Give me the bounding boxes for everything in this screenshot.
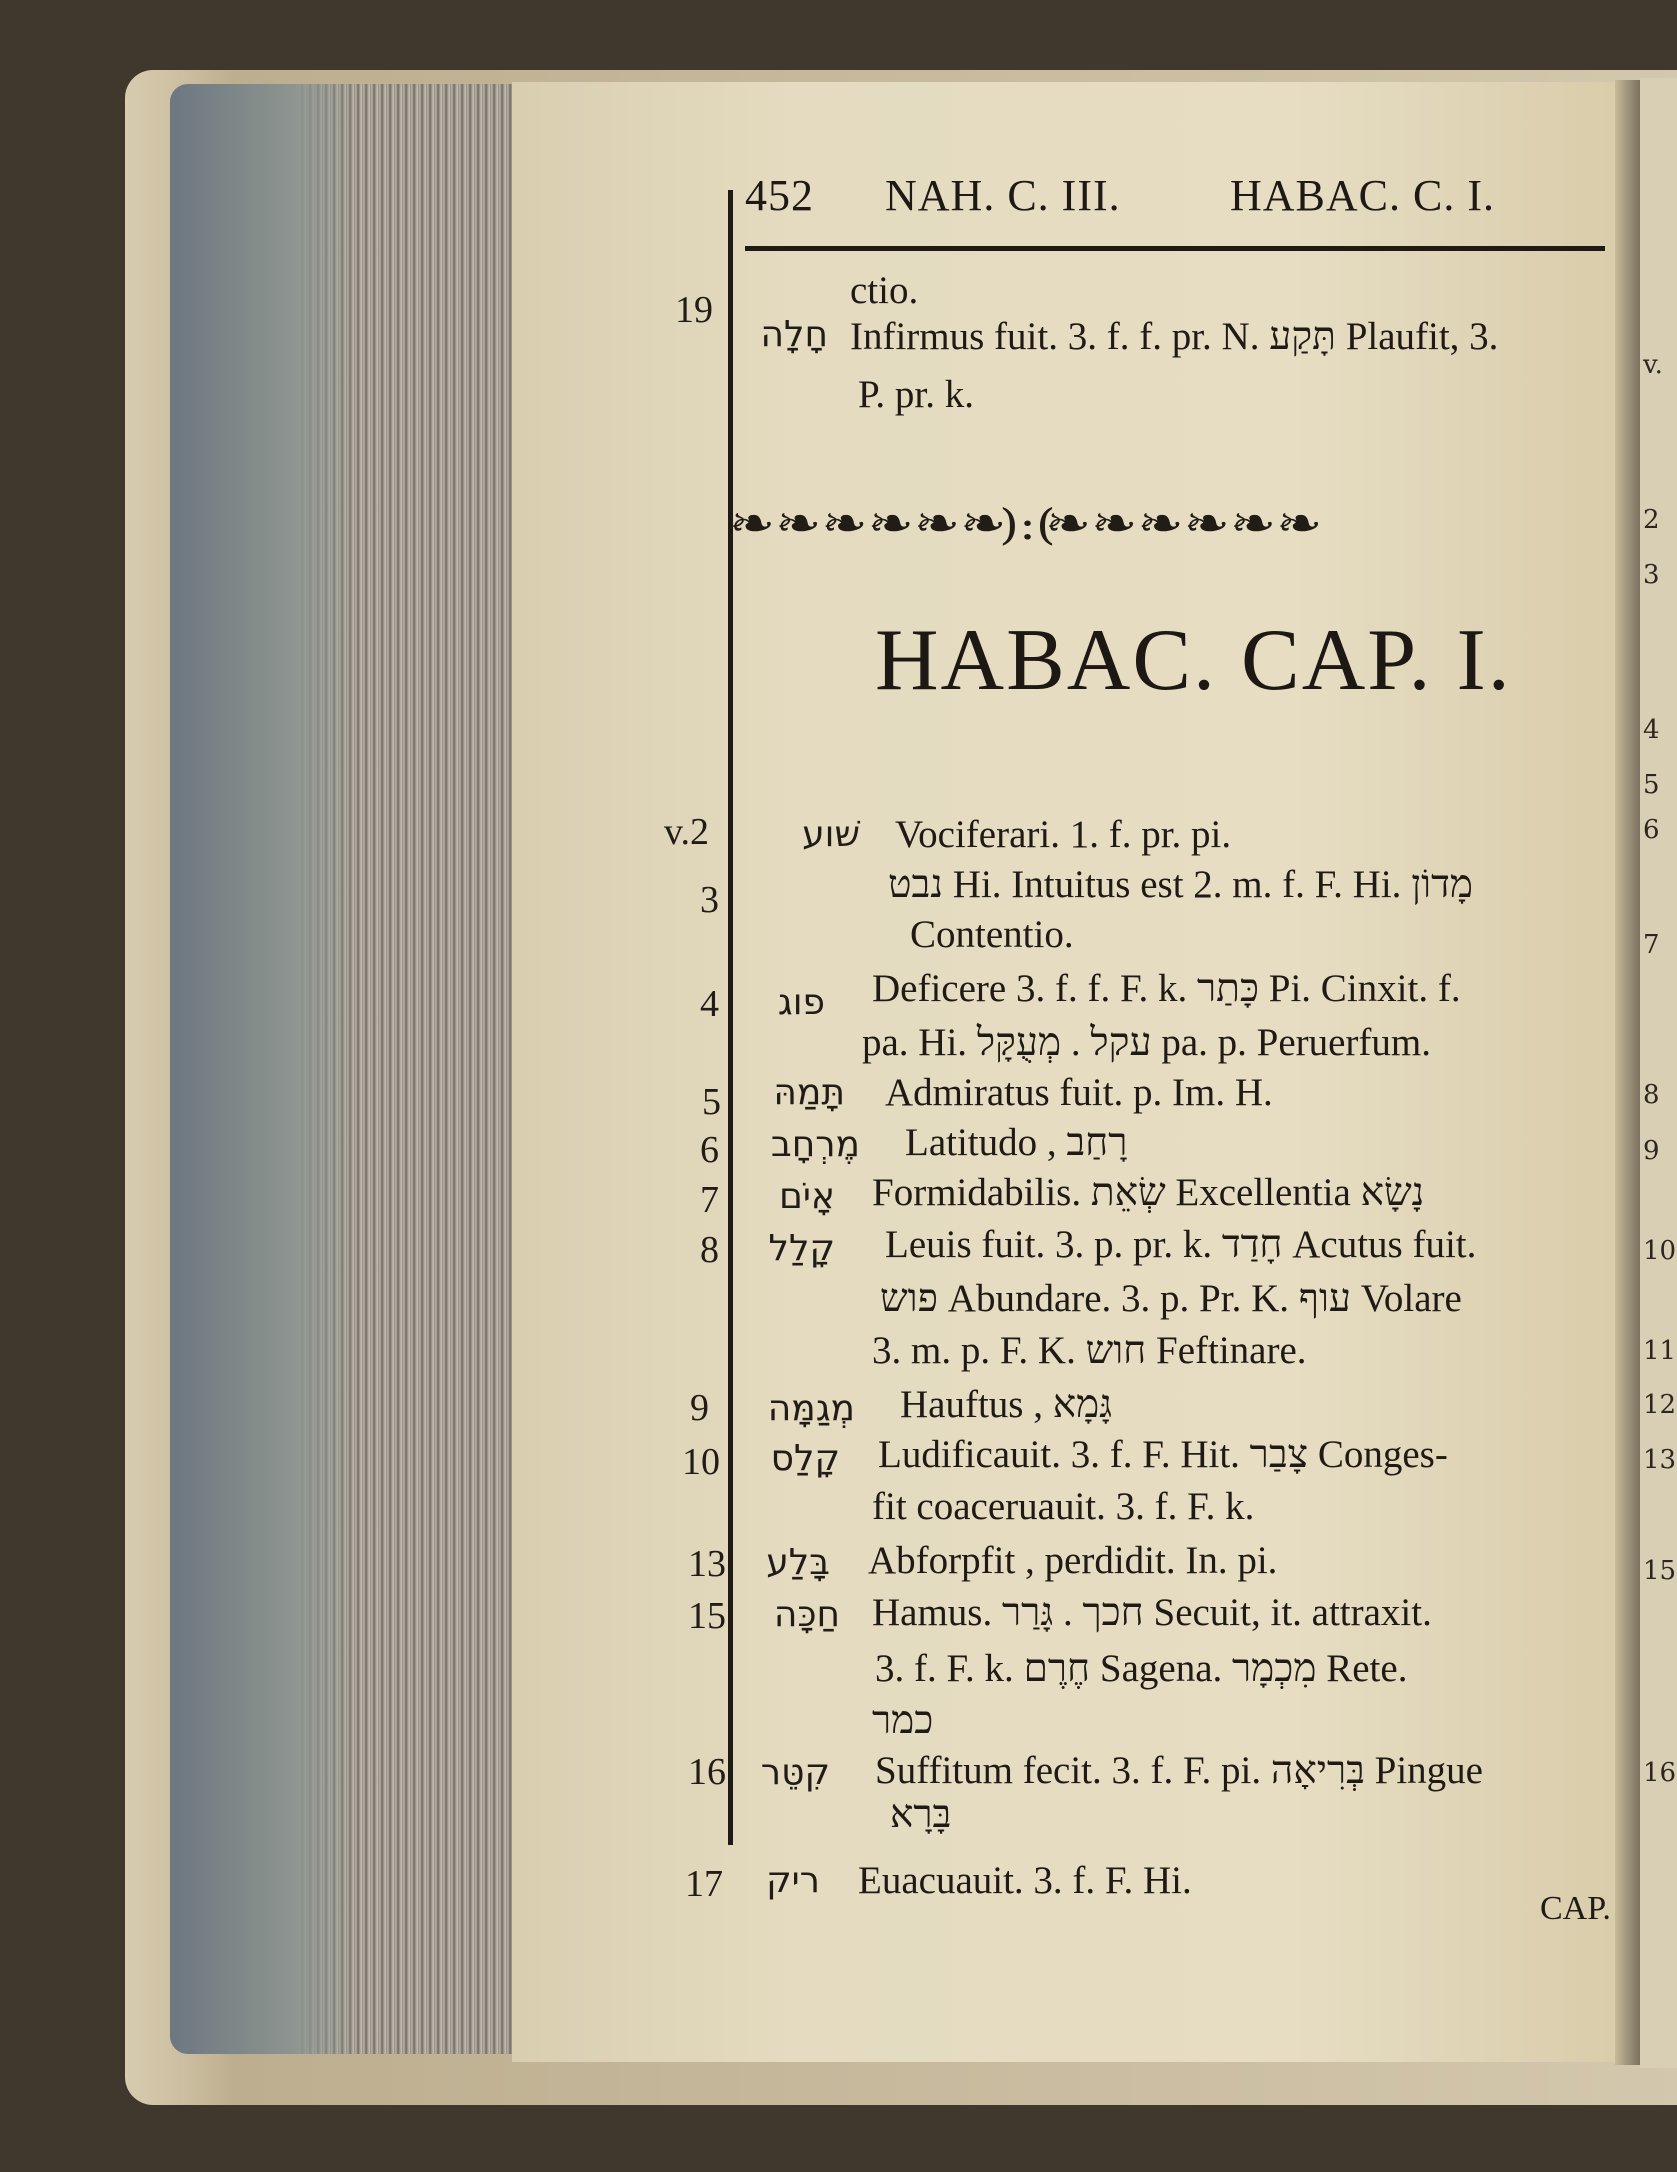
adjacent-margin-number: 9 xyxy=(1643,1136,1660,1166)
adjacent-margin-number: 16 xyxy=(1643,1758,1677,1788)
entry-text: Abforpfit , perdidit. In. pi. xyxy=(868,1539,1278,1582)
hebrew-headword: חַכָּה xyxy=(773,1594,840,1635)
entry-text: Vociferari. 1. f. pr. pi. xyxy=(895,813,1232,856)
verse-number: 7 xyxy=(700,1179,719,1221)
hebrew-headword: חָלָה xyxy=(760,314,828,355)
entry-text: Formidabilis. שְׂאֵת Excellentia נָשָׂא xyxy=(872,1171,1425,1214)
entry-text: Latitudo , רָחַב xyxy=(905,1121,1128,1164)
entry-text: Hamus. חכך . גָּרַר Secuit, it. attraxit. xyxy=(872,1591,1432,1634)
hebrew-headword: ריק xyxy=(766,1860,820,1901)
page-edge xyxy=(170,84,360,2054)
entry-text: 3. m. p. F. K. חוש Feftinare. xyxy=(872,1329,1307,1372)
adjacent-margin-number: 5 xyxy=(1643,770,1660,800)
hebrew-headword: מְגַמָּה xyxy=(767,1388,855,1429)
entry-text: fit coaceruauit. 3. f. F. k. xyxy=(872,1485,1255,1528)
margin-rule xyxy=(728,190,733,1845)
verse-number: 10 xyxy=(682,1441,720,1483)
adjacent-margin-number: 11 xyxy=(1643,1336,1677,1366)
ornament-center: ):( xyxy=(999,500,1056,549)
running-header-left: NAH. C. III. xyxy=(885,171,1121,220)
verse-number: 13 xyxy=(688,1543,726,1585)
verse-number: 19 xyxy=(675,289,713,331)
entry-text: נבט Hi. Intuitus est 2. m. f. F. Hi. מָדוֹן xyxy=(888,863,1473,906)
hebrew-headword: אָיֹם xyxy=(778,1176,835,1217)
entry-text: Deficere 3. f. f. F. k. כָּתַר Pi. Cinxit. f. xyxy=(872,967,1461,1010)
hebrew-headword: קָלַל xyxy=(768,1228,835,1269)
entry-text: Infirmus fuit. 3. f. f. pr. N. תָּקַע Plaufit, 3. xyxy=(850,315,1499,358)
verse-number: 8 xyxy=(700,1229,719,1271)
header-rule xyxy=(745,246,1605,251)
adjacent-margin-number: 2 xyxy=(1643,505,1660,535)
adjacent-margin-number: 12 xyxy=(1643,1390,1677,1420)
adjacent-margin-number: 7 xyxy=(1643,930,1660,960)
ornament-right: ❧❧❧❧❧❧ xyxy=(1045,496,1323,550)
verse-number: 9 xyxy=(690,1387,709,1429)
entry-text: Ludificauit. 3. f. F. Hit. צָבַר Conges- xyxy=(878,1433,1448,1476)
adjacent-margin-number: 4 xyxy=(1643,715,1660,745)
verse-number: 16 xyxy=(688,1751,726,1793)
entry-text: Leuis fuit. 3. p. pr. k. חָדַד Acutus fuit. xyxy=(885,1223,1477,1266)
entry-text: ctio. xyxy=(850,269,919,312)
hebrew-headword: מֶרְחָב xyxy=(770,1124,860,1165)
entry-text: Suffitum fecit. 3. f. F. pi. בְּרִיאָה Pingue xyxy=(875,1749,1483,1792)
adjacent-margin-number: 3 xyxy=(1643,560,1660,590)
entry-text: בָּרָא xyxy=(890,1793,952,1836)
adjacent-margin-number: 10 xyxy=(1643,1236,1677,1266)
hebrew-headword: קִטֵּר xyxy=(760,1752,830,1793)
adjacent-margin-number: 13 xyxy=(1643,1445,1677,1475)
catchword: CAP. xyxy=(1540,1890,1611,1927)
adjacent-margin-number: v. xyxy=(1643,350,1663,380)
entry-text: כמר xyxy=(872,1699,934,1742)
verse-number: 6 xyxy=(700,1129,719,1171)
verse-number: 5 xyxy=(702,1081,721,1123)
verse-number: 17 xyxy=(685,1863,723,1905)
entry-text: פוש Abundare. 3. p. Pr. K. עוף Volare xyxy=(880,1277,1462,1320)
entry-text: pa. Hi. עקל . מְעֻקָּל pa. p. Peruerfum. xyxy=(862,1021,1431,1064)
verse-number: 3 xyxy=(700,879,719,921)
entry-text: P. pr. k. xyxy=(858,373,974,416)
adjacent-margin-number: 15 xyxy=(1643,1556,1677,1586)
ornamental-divider xyxy=(728,496,1612,550)
adjacent-margin-number: 6 xyxy=(1643,815,1660,845)
verse-number: 4 xyxy=(700,983,719,1025)
running-header-right: HABAC. C. I. xyxy=(1230,171,1496,220)
entry-text: 3. f. F. k. חֶרֶם Sagena. מִכְמָר Rete. xyxy=(875,1647,1408,1690)
hebrew-headword: פוג xyxy=(777,982,825,1023)
page-number: 452 xyxy=(745,171,814,220)
entry-text: Euacuauit. 3. f. F. Hi. xyxy=(858,1859,1192,1902)
chapter-title: HABAC. CAP. I. xyxy=(875,612,1512,709)
hebrew-headword: קָלַס xyxy=(770,1438,840,1479)
verse-number: 15 xyxy=(688,1595,726,1637)
entry-text: Hauftus , גָּמָא xyxy=(900,1383,1113,1426)
verse-number: v.2 xyxy=(664,811,710,853)
hebrew-headword: בָּלַע xyxy=(766,1542,830,1583)
entry-text: Admiratus fuit. p. Im. H. xyxy=(885,1071,1273,1114)
hebrew-headword: שׁוע xyxy=(802,814,860,855)
ornament-left: ❧❧❧❧❧❧ xyxy=(728,496,1007,550)
entry-text: Contentio. xyxy=(910,913,1074,956)
adjacent-margin-number: 8 xyxy=(1643,1080,1660,1110)
hebrew-headword: תָּמַהּ xyxy=(773,1072,845,1113)
